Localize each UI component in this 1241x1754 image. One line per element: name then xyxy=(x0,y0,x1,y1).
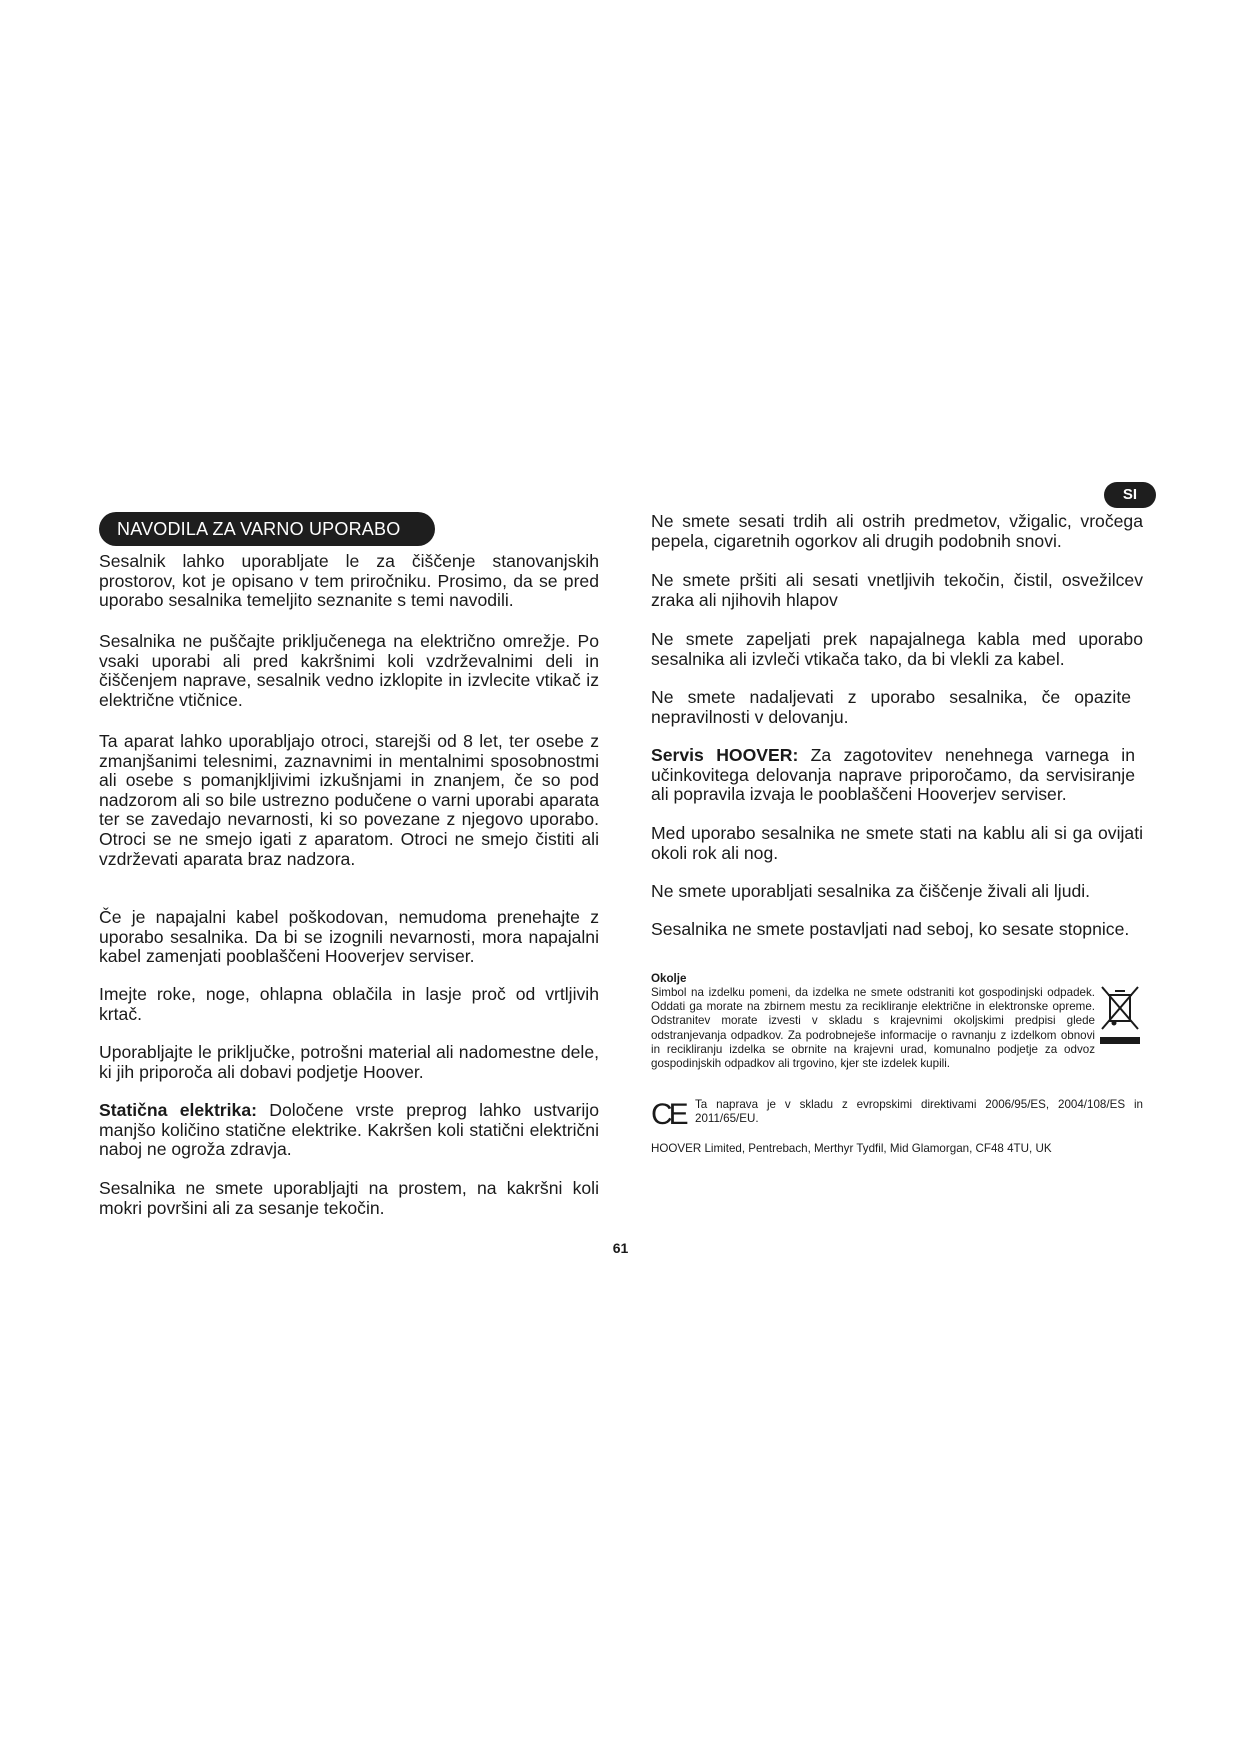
ce-compliance-text: Ta naprava je v skladu z evropskimi direktivami 2006/95/ES, 2004/108/ES in 2011/65/EU. xyxy=(695,1098,1143,1126)
crossed-out-wheelie-bin-icon xyxy=(1100,985,1140,1047)
left-paragraph-5: Imejte roke, noge, ohlapna oblačila in lasje proč od vrtljivih krtač. xyxy=(99,984,599,1024)
page-number: 61 xyxy=(612,1240,629,1256)
left-paragraph-8: Sesalnika ne smete uporabljajti na prostem, na kakršni koli mokri površini ali za sesanje tekočin. xyxy=(99,1178,599,1218)
right-paragraph-4: Ne smete nadaljevati z uporabo sesalnika, če opazite nepravilnosti v delovanju. xyxy=(651,687,1131,727)
environment-text: Simbol na izdelku pomeni, da izdelka ne smete odstraniti kot gospodinjski odpadek. Oddati ga morate na zbirnem mestu za recikliranje električne in elektronske opreme. Odstranitev morate izvesti v skladu s krajevnimi okoljskimi predpisi glede odstranjevanja odpadkov. Za podrobneješe informacije o ravnanju z izdelkom obnovi in recikliranju izdelka se obrnite na krajevni urad, komunalno podjetje za odvoz gospodinjskih odpadkov ali trgovino, kjer ste izdelek kupili. xyxy=(651,986,1095,1071)
manufacturer-address: HOOVER Limited, Pentrebach, Merthyr Tydfil, Mid Glamorgan, CF48 4TU, UK xyxy=(651,1142,1052,1155)
right-paragraph-6: Med uporabo sesalnika ne smete stati na kablu ali si ga ovijati okoli rok ali nog. xyxy=(651,823,1143,863)
right-paragraph-3: Ne smete zapeljati prek napajalnega kabla med uporabo sesalnika ali izvleči vtikača tako, da bi vlekli za kabel. xyxy=(651,629,1143,669)
section-title: NAVODILA ZA VARNO UPORABO xyxy=(99,512,435,546)
ce-mark-icon: CE xyxy=(651,1098,685,1131)
left-paragraph-7 xyxy=(99,1101,599,1160)
language-badge: SI xyxy=(1104,482,1156,508)
static-electricity-label: Statična elektrika: xyxy=(99,1100,257,1120)
left-paragraph-2: Sesalnika ne puščajte priključenega na električno omrežje. Po vsaki uporabi ali pred kakršnimi koli vzdrževalnimi deli in čiščenjem naprave, sesalnik vedno izklopite in izvlecite vtikač iz električne vtičnice. xyxy=(99,631,599,710)
right-paragraph-8: Sesalnika ne smete postavljati nad seboj, ko sesate stopnice. xyxy=(651,919,1130,939)
environment-title: Okolje xyxy=(651,972,687,985)
left-paragraph-1: Sesalnik lahko uporabljate le za čiščenje stanovanjskih prostorov, kot je opisano v tem priročniku. Prosimo, da se pred uporabo sesalnika temeljito seznanite s temi navodili. xyxy=(99,551,599,611)
static-electricity-text: Določene vrste preprog lahko ustvarijo manjšo količino statične elektrike. Kakršen koli statični električni naboj ne ogroža zdravja. xyxy=(99,1100,599,1160)
right-paragraph-7: Ne smete uporabljati sesalnika za čiščenje živali ali ljudi. xyxy=(651,881,1091,901)
left-paragraph-4: Če je napajalni kabel poškodovan, nemudoma prenehajte z uporabo sesalnika. Da bi se izognili nevarnosti, mora napajalni kabel zamenjati pooblaščeni Hooverjev serviser. xyxy=(99,907,599,967)
right-paragraph-1: Ne smete sesati trdih ali ostrih predmetov, vžigalic, vročega pepela, cigaretnih ogorkov ali drugih podobnih snovi. xyxy=(651,511,1143,551)
left-paragraph-3: Ta aparat lahko uporabljajo otroci, starejši od 8 let, ter osebe z zmanjšanimi telesnimi, zaznavnimi in mentalnimi sposobnostmi ali osebe s pomanjkljivimi izkušnjami in znanjem, če so pod nadzorom ali so bile ustrezno podučene o varni uporabi aparata ter se zavedajo nevarnosti, ki so povezane z njegovo uporabo. Otroci se ne smejo igati z aparatom. Otroci ne smejo čistiti ali vzdrževati aparata braz nadzora. xyxy=(99,731,599,869)
left-paragraph-6: Uporabljajte le priključke, potrošni material ali nadomestne dele, ki jih priporoča ali dobavi podjetje Hoover. xyxy=(99,1042,599,1082)
right-paragraph-5 xyxy=(651,746,1135,805)
service-hoover-text: Za zagotovitev nenehnega varnega in učinkovitega delovanja naprave priporočamo, da servisiranje ali popravila izvaja le pooblaščeni Hooverjev serviser. xyxy=(651,745,1136,805)
service-hoover-label: Servis HOOVER: xyxy=(651,745,799,765)
right-paragraph-2: Ne smete pršiti ali sesati vnetljivih tekočin, čistil, osvežilcev zraka ali njihovih hlapov xyxy=(651,570,1143,610)
